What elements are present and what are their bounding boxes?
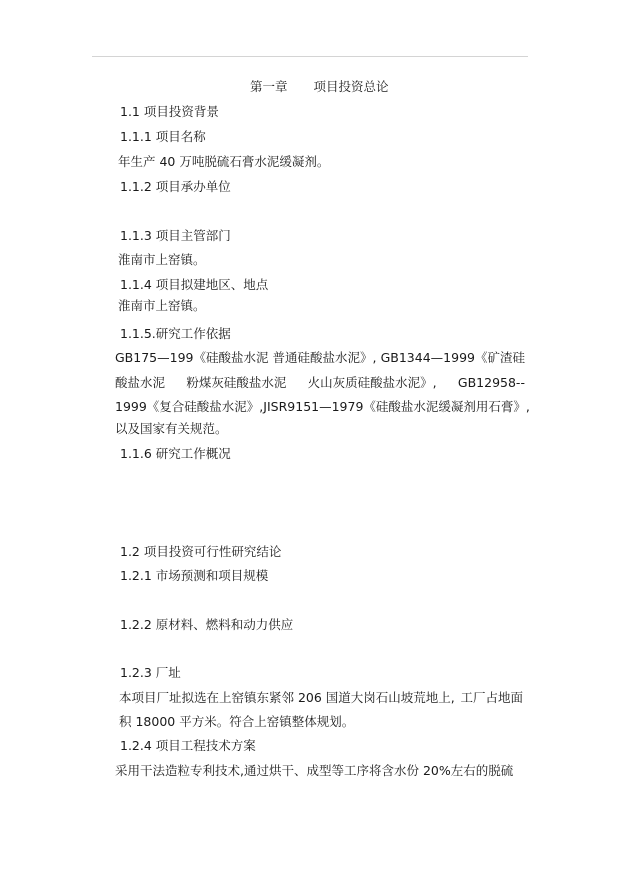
subsection-heading: 1.1.5.研究工作依据	[120, 326, 231, 341]
body-paragraph-line	[115, 399, 530, 415]
subsection-heading: 1.2.1 市场预测和项目规模	[120, 568, 269, 583]
text-segment: 采用干法造粒专利技术,	[115, 763, 244, 778]
text-segment: 酸盐水泥	[115, 375, 166, 390]
text-segment: 1999《复合硅酸盐水泥》,	[115, 399, 264, 414]
subsection-heading: 1.1.1 项目名称	[120, 129, 206, 144]
body-paragraph-line	[119, 690, 523, 706]
subsection-heading: 1.1.3 项目主管部门	[120, 228, 231, 243]
subsection-heading: 1.2.3 厂址	[120, 665, 181, 680]
body-paragraph-line: 积 18000 平方米。符合上窑镇整体规划。	[119, 714, 355, 729]
subsection-heading: 1.2.2 原材料、燃料和动力供应	[120, 617, 294, 632]
text-segment: 普通硅酸盐水泥》,	[272, 350, 377, 365]
text-segment: GB175—199《硅酸盐水泥	[115, 350, 269, 365]
section-heading: 1.2 项目投资可行性研究结论	[120, 544, 282, 559]
subsection-heading: 1.1.4 项目拟建地区、地点	[120, 277, 269, 292]
body-paragraph-line	[115, 763, 513, 779]
text-segment: 粉煤灰硅酸盐水泥	[186, 375, 287, 390]
chapter-number: 第一章	[250, 79, 288, 94]
chapter-heading	[250, 79, 389, 95]
body-paragraph-line	[115, 375, 525, 391]
subsection-heading: 1.2.4 项目工程技术方案	[120, 738, 256, 753]
subsection-heading: 1.1.2 项目承办单位	[120, 179, 231, 194]
text-segment: 本项目厂址拟选在上窑镇东紧邻 206 国道大岗石山坡荒地上,	[119, 690, 455, 705]
text-segment: JISR9151—1979《硅酸盐水泥缓凝剂用石膏》,	[263, 399, 530, 414]
header-divider	[92, 56, 528, 57]
subsection-heading: 1.1.6 研究工作概况	[120, 446, 231, 461]
text-segment: GB12958--	[457, 375, 525, 390]
body-paragraph: 淮南市上窑镇。	[118, 298, 206, 313]
text-segment: 工厂占地面	[460, 690, 523, 705]
section-heading: 1.1 项目投资背景	[120, 104, 219, 119]
text-segment: 火山灰质硅酸盐水泥》,	[307, 375, 437, 390]
body-paragraph-line	[115, 350, 525, 366]
text-segment: 通过烘干、成型等工序将含水份 20%左右的脱硫	[243, 763, 514, 778]
body-paragraph-line: 以及国家有关规范。	[115, 421, 228, 436]
chapter-title: 项目投资总论	[313, 79, 389, 94]
text-segment: GB1344—1999《矿渣硅	[380, 350, 525, 365]
body-paragraph: 淮南市上窑镇。	[118, 252, 206, 267]
body-paragraph: 年生产 40 万吨脱硫石膏水泥缓凝剂。	[118, 154, 330, 169]
